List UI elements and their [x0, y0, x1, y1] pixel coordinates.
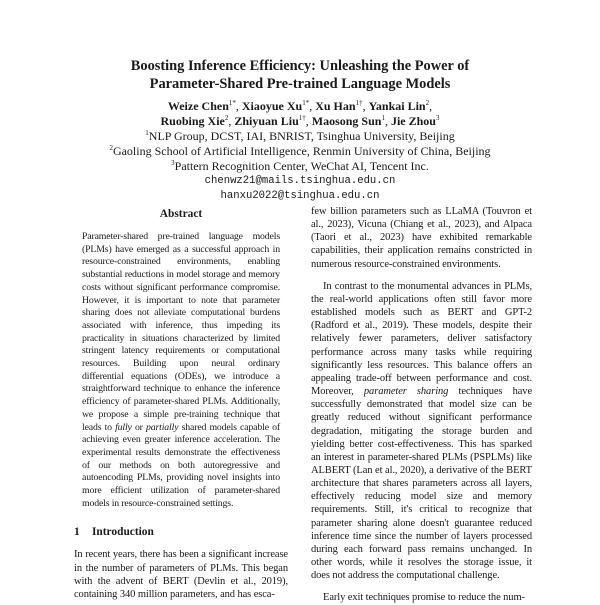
abstract-body	[82, 231, 280, 510]
author-name: Yankai Lin	[368, 99, 426, 113]
author-name: Zhiyuan Liu	[234, 114, 299, 128]
affiliation	[40, 129, 560, 144]
abstract-text: shared models capable of achieving even greater inference acceleration. The experimental results demonstrate the effectiveness of our methods on both autoregressive and autoencoding PLMs, providing novel insights into more efficient utilization of parameter-shared models in resource-constrained settings.	[82, 421, 280, 509]
body-text: techniques have successfully demonstrated that model size can be greatly reduced without significant performance degradation, mitigating the storage burden and yielding better cost-effectiveness. This has sparked an interest in parameter-shared PLMs (PSPLMs) like ALBERT (Lan et al., 2020), a derivative of the BERT architecture that shares parameters across all layers, effectively reducing model size and memory requirements. Still, it's critical to recognize that parameter sharing alone doesn't guarantee reduced inference time since the number of layers processed during each forward pass remains unchanged. In other words, while it resolves the storage issue, it does not address the computational challenge.	[311, 386, 533, 582]
affiliation-mark: 2	[109, 144, 113, 152]
author-mark: 1*	[228, 99, 236, 107]
author-name: Xiaoyue Xu	[241, 99, 303, 113]
title-line-1: Boosting Inference Efficiency: Unleashing the Power of	[130, 58, 470, 74]
affiliation	[40, 144, 560, 159]
author-name: Jie Zhou	[390, 114, 436, 128]
affiliation-text: Pattern Recognition Center, WeChat AI, Tencent Inc.	[174, 159, 429, 173]
section-heading-introduction	[74, 525, 288, 539]
author-mark: 1†	[298, 114, 306, 122]
affiliation-mark: 3	[171, 159, 175, 167]
author-block	[40, 99, 560, 204]
author-mark: 1	[381, 114, 385, 122]
author-mark: 2	[425, 99, 430, 107]
intro-paragraph: In recent years, there has been a significant increase in the number of parameters of PLMs. This began with the advent of BERT (Devlin et al., 2019), containing 340 million parameters, and has esca-	[74, 549, 288, 600]
body-paragraph: few billion parameters such as LLaMA (Touvron et al., 2023), Vicuna (Chiang et al., 2023), and Alpaca (Taori et al., 2023) have exhibited remarkable capabilities, their application remains constricted in numerous resource-constrained environments.	[311, 206, 532, 270]
body-emphasis: parameter sharing	[363, 386, 449, 398]
affiliation	[40, 159, 560, 174]
abstract-text: Parameter-shared pre-trained language models (PLMs) have emerged as a successful approach in resource-constrained environments, enabling substantial reductions in model storage and memory costs without significant performance compromise. However, it is important to note that parameter sharing does not alleviate computational burdens associated with inference, thus impeding its practicality in situations characterized by limited stringent latency requirements or computational resources. Building upon neural ordinary differential equations (ODEs), we introduce a straightforward technique to enhance the inference efficiency of parameter-shared PLMs. Additionally, we propose a simple pre-training technique that leads to	[82, 231, 280, 433]
author-name: Maosong Sun	[311, 114, 382, 128]
section-title: Introduction	[92, 526, 154, 539]
body-paragraph: Early exit techniques promise to reduce the num-	[323, 592, 525, 604]
author-name: Ruobing Xie	[160, 114, 225, 128]
abstract-emphasis: partially	[146, 421, 179, 433]
abstract-emphasis: fully	[115, 421, 132, 433]
email[interactable]: hanxu2022@tsinghua.edu.cn	[220, 190, 380, 202]
author-mark: 3	[435, 114, 440, 122]
title-line-2: Parameter-Shared Pre-trained Language Models	[149, 76, 451, 92]
body-paragraph	[311, 280, 532, 583]
authors-line-2: Ruobing Xie$^2$, Zhiyuan Liu$^{1\dagger}$, Maosong Sun$^1$, Jie Zhou$^3$	[160, 114, 440, 128]
author-name: Xu Han	[315, 99, 356, 113]
abstract-heading: Abstract	[159, 208, 203, 220]
body-text: In contrast to the monumental advances in PLMs, the real-world applications often still favor more established models such as BERT and GPT-2 (Radford et al., 2019). These models, despite their relatively fewer parameters, deliver satisfactory performance across many tasks while requiring significantly less resources. This balance offers an appealing trade-off between performance and cost. Moreover,	[311, 280, 532, 398]
abstract-text: or	[134, 421, 143, 433]
right-column	[311, 205, 532, 605]
author-mark: 1†	[355, 99, 363, 107]
author-mark: 2	[224, 114, 229, 122]
author-mark: 1*	[302, 99, 310, 107]
affiliation-text: Gaoling School of Artificial Intelligence, Renmin University of China, Beijing	[112, 144, 491, 158]
affiliation-mark: 1	[145, 129, 149, 137]
paper-title	[60, 57, 540, 93]
authors-line-1: Weize Chen$^{1*}$, Xiaoyue $Xu^{1*}$, Xu Han$^{1\dagger}$, Yankai Lin$^2$,	[167, 99, 433, 113]
email[interactable]: chenwz21@mails.tsinghua.edu.cn	[204, 175, 396, 187]
section-number: 1	[74, 526, 80, 539]
author-name: Weize Chen	[167, 99, 229, 113]
left-column	[74, 205, 288, 601]
affiliation-text: NLP Group, DCST, IAI, BNRIST, Tsinghua University, Beijing	[148, 129, 455, 143]
